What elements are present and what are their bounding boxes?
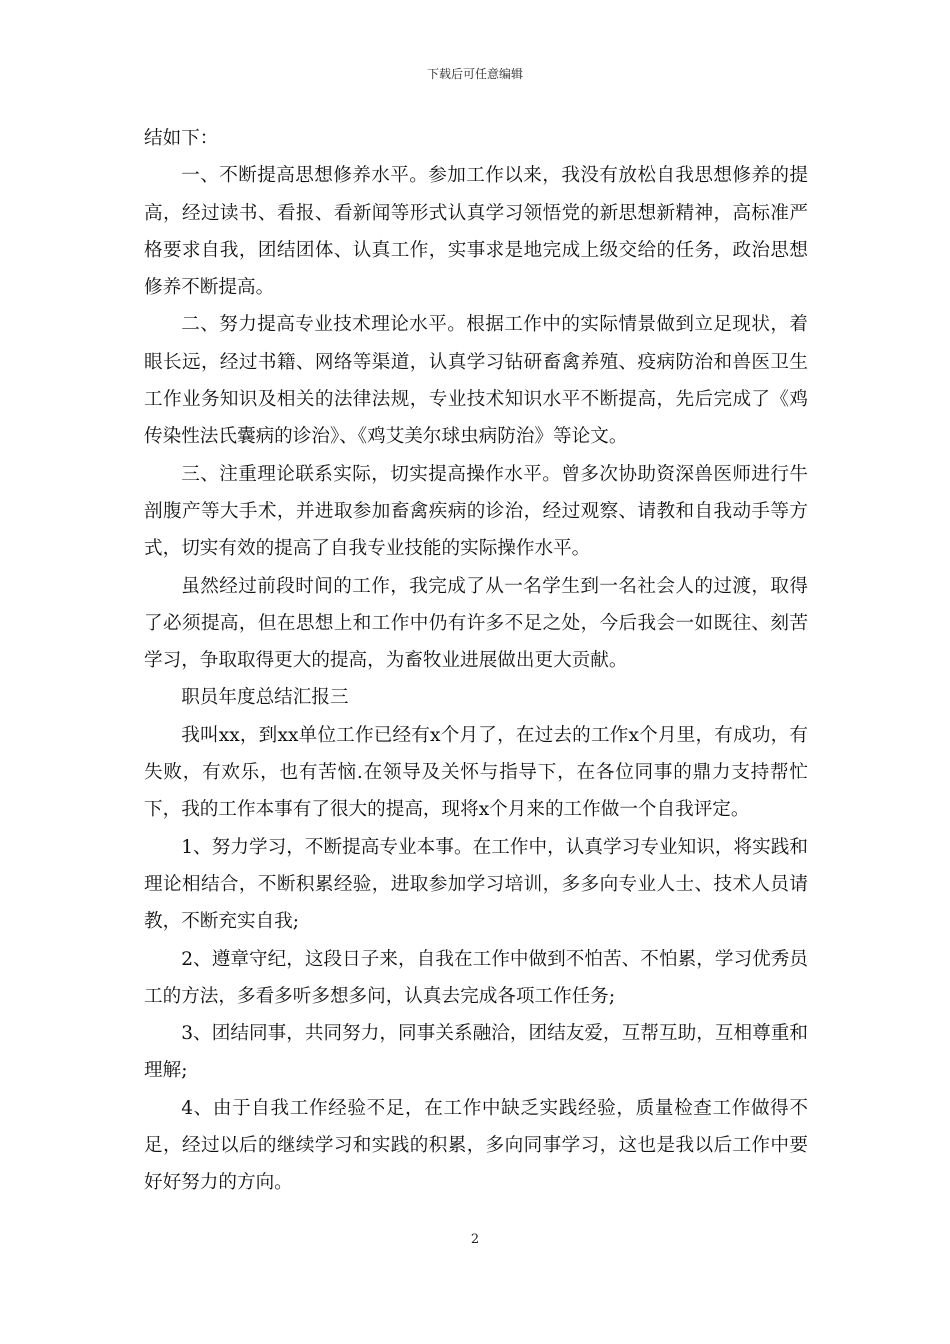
page-number: 2	[470, 1232, 480, 1247]
document-body	[144, 120, 808, 1202]
paragraph-item-2: 二、努力提高专业技术理论水平。根据工作中的实际情景做到立足现状，着眼长远，经过书籍、网络等渠道，认真学习钻研畜禽养殖、疫病防治和兽医卫生工作业务知识及相关的法律法规，专业技术知识水平不断提高，先后完成了《鸡传染性法氏囊病的诊治》、《鸡艾美尔球虫病防治》等论文。	[144, 314, 808, 448]
section-heading: 职员年度总结汇报三	[181, 687, 349, 709]
paragraph-point-2: 2、遵章守纪，这段日子来，自我在工作中做到不怕苦、不怕累，学习优秀员工的方法，多看多听多想多问，认真去完成各项工作任务;	[144, 948, 808, 1007]
page-header: 下载后可任意编辑	[426, 67, 523, 81]
paragraph-point-3: 3、团结同事，共同努力，同事关系融洽，团结友爱，互帮互助，互相尊重和理解;	[144, 1023, 808, 1082]
paragraph-continuation: 结如下：	[144, 128, 219, 149]
paragraph-item-3: 三、注重理论联系实际，切实提高操作水平。曾多次协助资深兽医师进行牛剖腹产等大手术，并进取参加畜禽疾病的诊治，经过观察、请教和自我动手等方式，切实有效的提高了自我专业技能的实际操作水平。	[144, 463, 808, 560]
paragraph-intro: 我叫xx，到xx单位工作已经有x个月了，在过去的工作x个月里，有成功，有失败，有欢乐，也有苦恼.在领导及关怀与指导下，在各位同事的鼎力支持帮忙下，我的工作本事有了很大的提高，现将x个月来的工作做一个自我评定。	[144, 724, 808, 821]
paragraph-point-1: 1、努力学习，不断提高专业本事。在工作中，认真学习专业知识，将实践和理论相结合，不断积累经验，进取参加学习培训，多多向专业人士、技术人员请教，不断充实自我;	[144, 836, 808, 933]
paragraph-item-1: 一、不断提高思想修养水平。参加工作以来，我没有放松自我思想修养的提高，经过读书、看报、看新闻等形式认真学习领悟党的新思想新精神，高标准严格要求自我，团结团体、认真工作，实事求是地完成上级交给的任务，政治思想修养不断提高。	[144, 165, 808, 299]
paragraph-point-4: 4、由于自我工作经验不足，在工作中缺乏实践经验，质量检查工作做得不足，经过以后的继续学习和实践的积累，多向同事学习，这也是我以后工作中要好好努力的方向。	[144, 1097, 808, 1194]
paragraph-conclusion: 虽然经过前段时间的工作，我完成了从一名学生到一名社会人的过渡，取得了必须提高，但在思想上和工作中仍有许多不足之处，今后我会一如既往、刻苦学习，争取取得更大的提高，为畜牧业进展做出更大贡献。	[144, 575, 808, 672]
